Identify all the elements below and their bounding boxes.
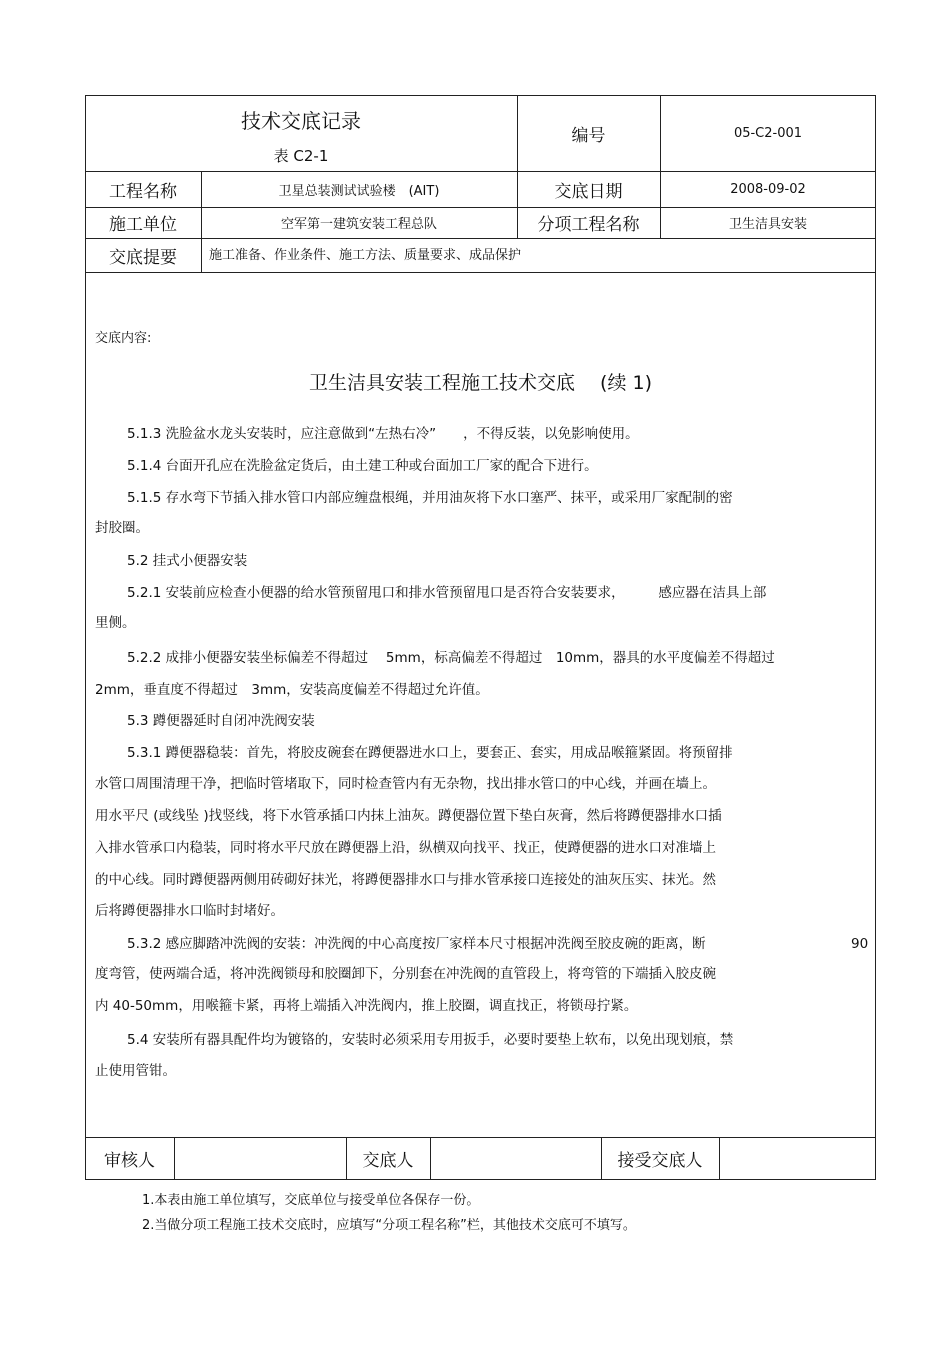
body-line: 水管口周围清理干净，把临时管堵取下，同时检查管内有无杂物，找出排水管口的中心线，并画在墙上。 xyxy=(95,776,716,792)
body-line: 里侧。 xyxy=(95,615,136,631)
body-line: 5.3.2 感应脚踏冲洗阀的安装：冲洗阀的中心高度按厂家样本尺寸根据冲洗阀至胶皮碗的距离，断 xyxy=(127,936,706,952)
summary-label: 交底提要 xyxy=(109,247,177,268)
body-line: 入排水管承口内稳装，同时将水平尺放在蹲便器上沿，纵横双向找平、找正，使蹲便器的进水口对准墙上 xyxy=(95,840,716,856)
body-line: 5.2.2 成排小便器安装坐标偏差不得超过 5mm，标高偏差不得超过 10mm，器具的水平度偏差不得超过 xyxy=(127,650,775,666)
body-line: 5.1.5 存水弯下节插入排水管口内部应缠盘根绳，并用油灰将下水口塞严、抹平，或采用厂家配制的密 xyxy=(127,490,733,506)
body-line: 内 40-50mm，用喉箍卡紧，再将上端插入冲洗阀内，推上胶圈，调直找正，将锁母拧紧。 xyxy=(95,998,638,1014)
document-title: 卫生洁具安装工程施工技术交底 (续 1) xyxy=(309,372,652,394)
body-line: 的中心线。同时蹲便器两侧用砖砌好抹光，将蹲便器排水口与排水管承接口连接处的油灰压实、抹光。然 xyxy=(95,872,716,888)
divider xyxy=(85,272,876,273)
project-name-label: 工程名称 xyxy=(109,181,177,202)
project-name-value: 卫星总装测试试验楼 (AIT) xyxy=(278,183,440,199)
body-line: 后将蹲便器排水口临时封堵好。 xyxy=(95,903,284,919)
receiver-value xyxy=(719,1137,876,1180)
receiver-label: 接受交底人 xyxy=(617,1151,703,1171)
content-label: 交底内容: xyxy=(95,331,152,346)
construction-unit-label: 施工单位 xyxy=(109,215,177,235)
body-line: 2mm，垂直度不得超过 3mm，安装高度偏差不得超过允许值。 xyxy=(95,682,489,698)
disclosure-date-value: 2008-09-02 xyxy=(730,181,806,197)
body-line: 5.3.1 蹲便器稳装：首先，将胶皮碗套在蹲便器进水口上，要套正、套实，用成品喉箍紧固。将预留排 xyxy=(127,745,733,761)
body-line: 5.2.1 安装前应检查小便器的给水管预留甩口和排水管预留甩口是否符合安装要求， 感应器在洁具上部 xyxy=(127,585,767,601)
footnote: 2.当做分项工程施工技术交底时，应填写“分项工程名称”栏，其他技术交底可不填写。 xyxy=(142,1218,636,1233)
reviewer-value xyxy=(174,1137,346,1180)
body-line: 5.4 安装所有器具配件均为镀铬的，安装时必须采用专用扳手，必要时要垫上软布，以免出现划痕，禁 xyxy=(127,1032,734,1048)
body-line: 5.2 挂式小便器安装 xyxy=(127,553,248,569)
sub-item-value: 卫生洁具安装 xyxy=(728,217,807,232)
body-line: 5.1.3 洗脸盆水龙头安装时，应注意做到“左热右冷” ，不得反装，以免影响使用。 xyxy=(127,426,639,442)
number-label: 编号 xyxy=(571,125,606,146)
form-number: 表 C2-1 xyxy=(273,146,329,165)
form-title: 技术交底记录 xyxy=(241,108,361,133)
reviewer-label: 审核人 xyxy=(104,1151,155,1171)
sub-item-label: 分项工程名称 xyxy=(537,215,640,235)
body-line: 5.1.4 台面开孔应在洗脸盆定货后，由土建工种或台面加工厂家的配合下进行。 xyxy=(127,458,598,474)
body-line: 用水平尺 (或线坠 )找竖线，将下水管承插口内抹上油灰。蹲便器位置下垫白灰膏，然后将蹲便器排水口插 xyxy=(95,808,722,824)
body-line: 度弯管，使两端合适，将冲洗阀锁母和胶圈卸下，分别套在冲洗阀的直管段上，将弯管的下端插入胶皮碗 xyxy=(95,966,716,982)
body-number: 90 xyxy=(851,936,869,952)
construction-unit-value: 空军第一建筑安装工程总队 xyxy=(280,217,437,232)
body-line: 封胶圈。 xyxy=(95,520,149,536)
body-line: 止使用管钳。 xyxy=(95,1063,176,1079)
footnote: 1.本表由施工单位填写，交底单位与接受单位各保存一份。 xyxy=(142,1193,480,1208)
discloser-value xyxy=(430,1137,601,1180)
summary-value: 施工准备、作业条件、施工方法、质量要求、成品保护 xyxy=(209,247,522,263)
number-value: 05-C2-001 xyxy=(733,125,803,141)
body-line: 5.3 蹲便器延时自闭冲洗阀安装 xyxy=(127,713,315,729)
discloser-label: 交底人 xyxy=(362,1151,414,1171)
disclosure-date-label: 交底日期 xyxy=(554,181,623,202)
